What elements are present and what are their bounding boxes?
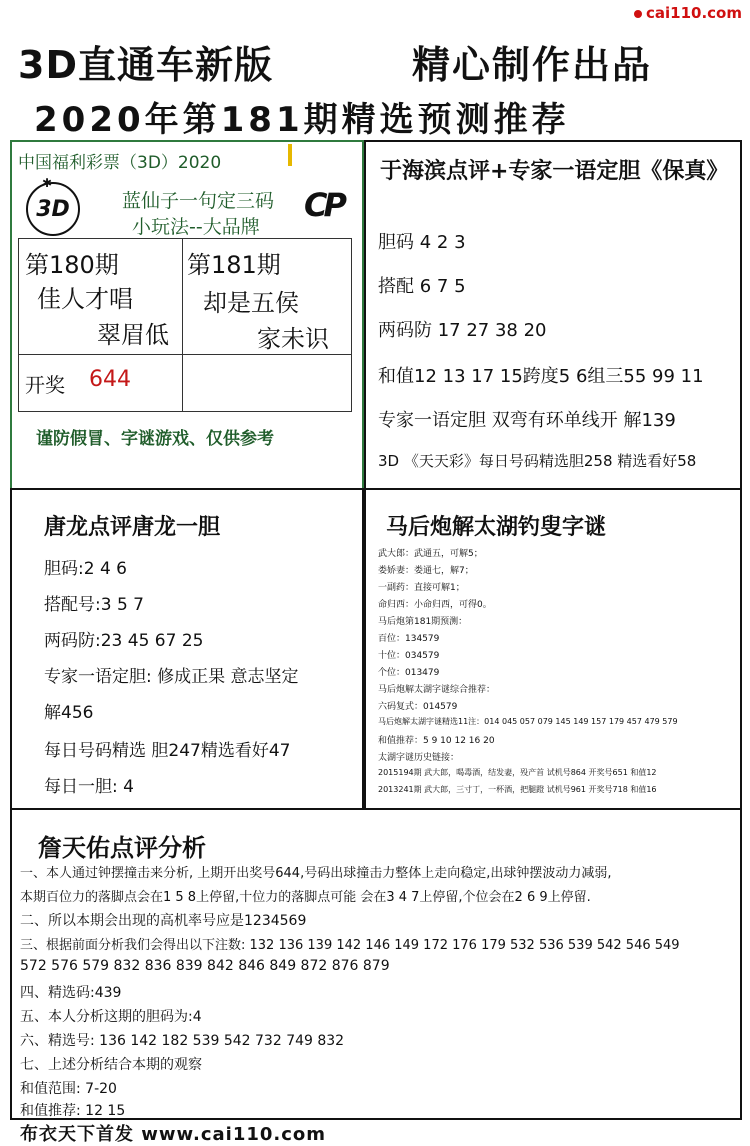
taihu-line: 2015194期 武大郎，喝毒酒，结发妻，殁产首 试机号864 开奖号651 和值12 xyxy=(378,768,657,777)
taihu-line: 马后炮解太湖字谜精选11注：014 045 057 079 145 149 157 179 457 479 579 xyxy=(378,717,678,726)
tanglong-line: 搭配号:3 5 7 xyxy=(44,595,144,615)
expert-line: 专家一语定胆 双弯有环单线开 解139 xyxy=(378,410,676,431)
taihu-line: 马后炮解太湖字谜综合推荐： xyxy=(378,685,496,695)
taihu-line: 2013241期 武大郎，三寸丁，一杯酒，把腿蹬 试机号961 开奖号718 和值16 xyxy=(378,785,657,794)
header-left: 3D直通车新版 xyxy=(18,43,273,87)
taihu-panel xyxy=(364,488,742,810)
taihu-line: 太湖字谜历史链接： xyxy=(378,753,460,763)
tanglong-line: 每日号码精选 胆247精选看好47 xyxy=(44,741,291,761)
taihu-line: 百位：134579 xyxy=(378,634,440,644)
analysis-line: 和值推荐: 12 15 xyxy=(20,1103,126,1119)
footer-link[interactable]: 布衣天下首发 www.cai110.com xyxy=(20,1124,327,1145)
expert-line: 胆码 4 2 3 xyxy=(378,232,466,253)
next-issue-cell xyxy=(182,238,352,356)
draw-empty-cell xyxy=(182,354,352,412)
next-riddle-2: 家未识 xyxy=(257,325,329,353)
analysis-line: 和值范围: 7-20 xyxy=(20,1081,117,1097)
taihu-line: 和值推荐：5 9 10 12 16 20 xyxy=(378,736,495,746)
expert-line: 两码防 17 27 38 20 xyxy=(378,320,547,341)
brand-text: cai110.com xyxy=(646,4,742,22)
tanglong-line: 胆码:2 4 6 xyxy=(44,559,127,579)
prev-riddle-2: 翠眉低 xyxy=(97,321,169,349)
taihu-line: 十位：034579 xyxy=(378,651,440,661)
page-title: 2020年第181期精选预测推荐 xyxy=(34,100,570,140)
tanglong-line: 两码防:23 45 67 25 xyxy=(44,631,204,651)
header-right: 精心制作出品 xyxy=(412,43,653,87)
next-riddle-1: 却是五侯 xyxy=(203,289,299,317)
analysis-line: 七、上述分析结合本期的观察 xyxy=(20,1057,202,1073)
analysis-line: 二、所以本期会出现的高机率号应是1234569 xyxy=(20,913,307,929)
prev-issue-cell xyxy=(18,238,184,356)
next-issue-label: 第181期 xyxy=(187,251,281,279)
warning-text: 谨防假冒、字谜游戏、仅供参考 xyxy=(36,429,274,449)
analysis-line: 本期百位力的落脚点会在1 5 8上停留,十位力的落脚点可能 会在3 4 7上停留,个位会在2 6 9上停留. xyxy=(20,890,591,905)
3d-logo-icon: 3D xyxy=(26,182,80,236)
tanglong-line: 解456 xyxy=(44,703,94,723)
slogan-line2: 小玩法--大品牌 xyxy=(132,216,260,238)
prev-riddle-1: 佳人才唱 xyxy=(37,285,133,313)
analysis-line: 五、本人分析这期的胆码为:4 xyxy=(20,1009,202,1025)
cp-logo-icon: CP xyxy=(304,186,343,224)
expert-panel xyxy=(364,140,742,490)
taihu-line: 命归西：小命归西，可得0。 xyxy=(378,600,492,610)
analysis-line: 572 576 579 832 836 839 842 846 849 872 876 879 xyxy=(20,958,390,974)
brand-logo xyxy=(634,4,742,22)
taihu-line: 马后炮第181期预测： xyxy=(378,617,468,627)
tanglong-line: 每日一胆: 4 xyxy=(44,777,134,797)
lottery-title: 中国福利彩票（3D）2020 xyxy=(18,153,222,173)
expert-line: 搭配 6 7 5 xyxy=(378,276,466,297)
taihu-title: 马后炮解太湖钓叟字谜 xyxy=(386,515,607,540)
analysis-title: 詹天佑点评分析 xyxy=(38,834,206,862)
tanglong-line: 专家一语定胆: 修成正果 意志坚定 xyxy=(44,667,299,687)
draw-label: 开奖 xyxy=(25,373,65,397)
tanglong-panel xyxy=(10,488,364,810)
brand-dot-icon xyxy=(634,10,642,18)
analysis-line: 六、精选号: 136 142 182 539 542 732 749 832 xyxy=(20,1033,345,1049)
slogan-line1: 蓝仙子一句定三码 xyxy=(122,190,275,212)
taihu-line: 六码复式：014579 xyxy=(378,702,458,712)
taihu-line: 娄娇妻：娄通七，解7； xyxy=(378,566,474,576)
draw-cell xyxy=(18,354,184,412)
analysis-panel xyxy=(10,808,742,1120)
expert-line: 3D 《天天彩》每日号码精选胆258 精选看好58 xyxy=(378,452,697,470)
green-panel xyxy=(10,140,364,490)
taihu-line: 个位：013479 xyxy=(378,668,440,678)
prev-issue-label: 第180期 xyxy=(25,251,119,279)
taihu-line: 武大郎：武通五，可解5； xyxy=(378,549,483,559)
expert-line: 和值12 13 17 15跨度5 6组三55 99 11 xyxy=(378,366,704,387)
analysis-line: 一、本人通过钟摆撞击来分析, 上期开出奖号644,号码出球撞击力整体上走向稳定,出球钟摆波动力减弱, xyxy=(20,866,612,881)
analysis-line: 三、根据前面分析我们会得出以下注数: 132 136 139 142 146 149 172 176 179 532 536 539 542 546 549 xyxy=(20,938,680,953)
title-marker xyxy=(288,144,292,166)
draw-value: 644 xyxy=(89,367,131,392)
taihu-line: 一副药：直接可解1； xyxy=(378,583,465,593)
expert-title: 于海滨点评+专家一语定胆《保真》 xyxy=(380,159,729,184)
logo-star-icon: ✱ xyxy=(42,176,53,190)
analysis-line: 四、精选码:439 xyxy=(20,985,122,1001)
tanglong-title: 唐龙点评唐龙一胆 xyxy=(44,515,221,540)
